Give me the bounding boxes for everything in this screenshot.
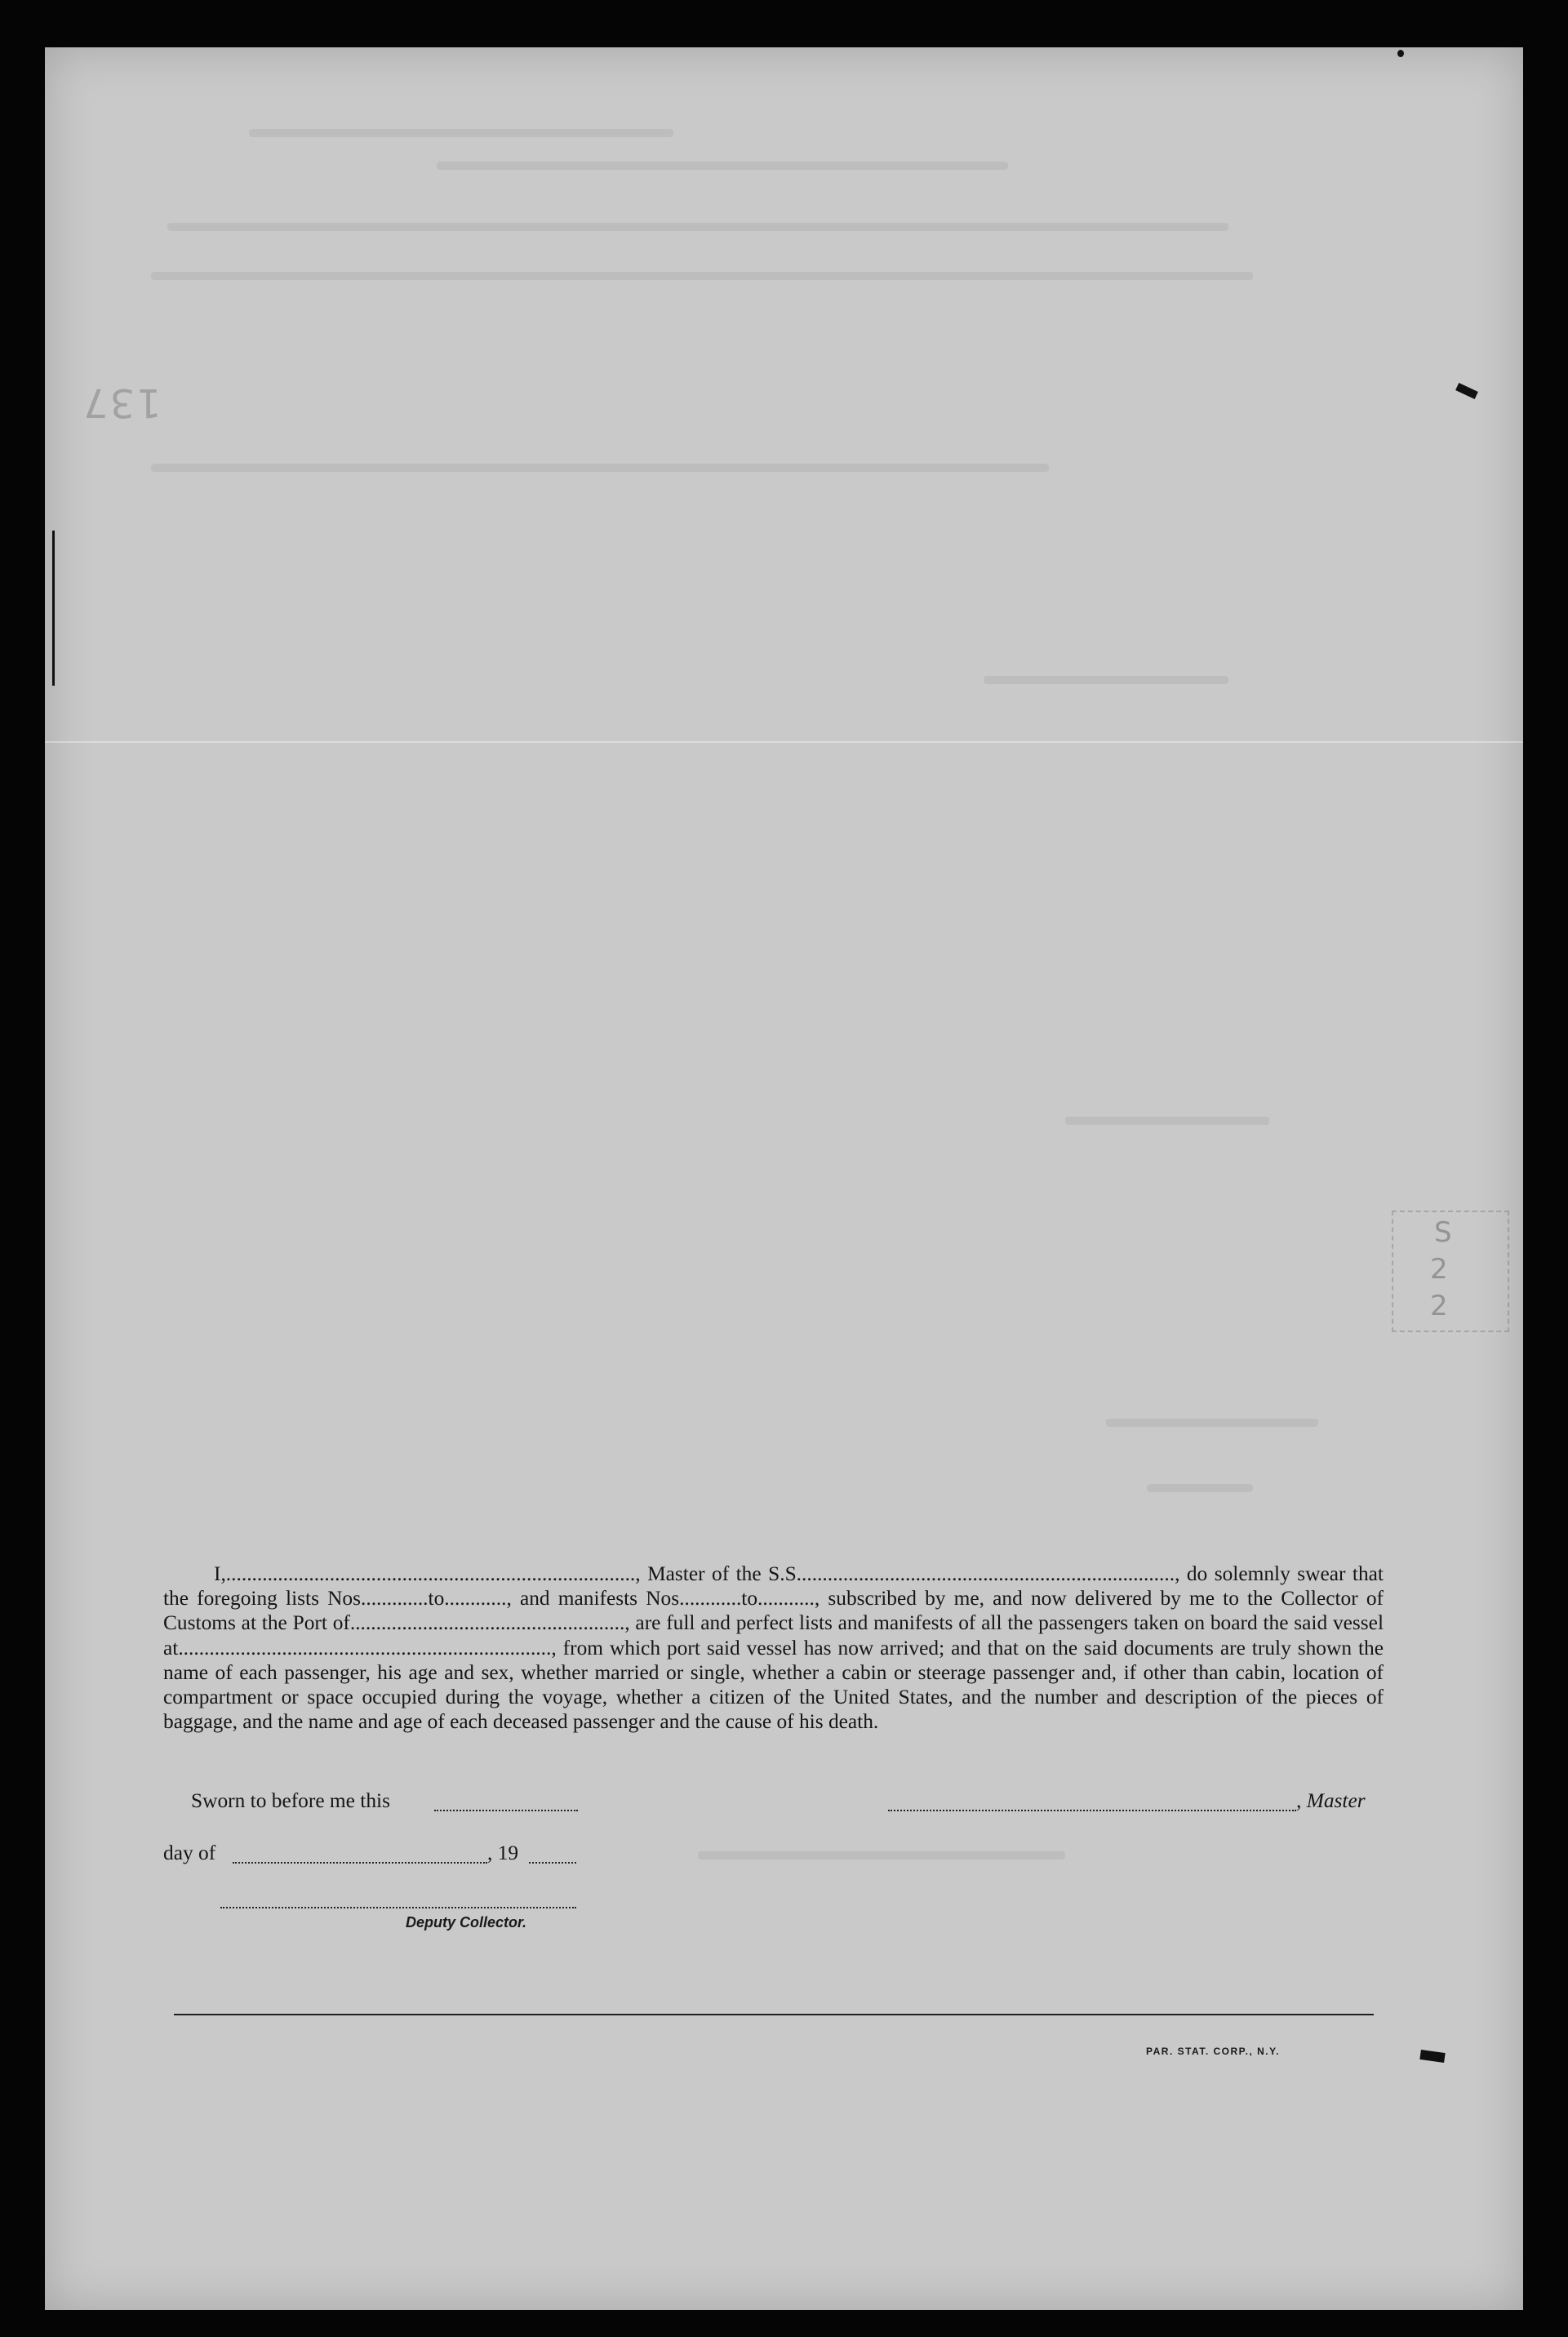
bleed-through — [151, 464, 1049, 472]
oath-paragraph — [163, 1562, 1384, 1734]
bleed-through — [1106, 1419, 1318, 1427]
fold-line — [45, 741, 1523, 743]
bleed-through — [151, 272, 1253, 280]
sworn-label: Sworn to before me this — [191, 1789, 390, 1812]
folio-number: 137 — [82, 380, 162, 425]
year-label: , 19 — [487, 1842, 519, 1864]
bleed-through — [1065, 1117, 1269, 1125]
deputy-collector-label: Deputy Collector. — [406, 1914, 527, 1930]
scan-mark — [1397, 50, 1404, 57]
printer-imprint: PAR. STAT. CORP., N.Y. — [1146, 2046, 1281, 2057]
scan-mark — [52, 531, 55, 686]
bleed-through — [437, 162, 1008, 170]
bleed-through — [167, 223, 1228, 231]
footer-rule — [174, 2014, 1374, 2015]
sworn-date-field[interactable] — [434, 1810, 578, 1811]
master-signature-field[interactable] — [888, 1810, 1296, 1811]
bleed-through — [698, 1851, 1065, 1859]
day-month-field[interactable] — [233, 1862, 487, 1864]
bleed-through — [984, 676, 1228, 684]
faint-stamp: S 2 2 — [1392, 1211, 1509, 1332]
master-label: , Master — [1296, 1789, 1366, 1812]
year-field[interactable] — [529, 1862, 576, 1864]
day-of-label: day of — [163, 1842, 216, 1864]
bleed-through — [1147, 1484, 1253, 1492]
form-sheet — [45, 47, 1523, 2310]
oath-text: I,..............................................................................., Master of the S.S........................................................................., do solemnly swear that the foregoing lists Nos.............to............, and manifests Nos............to..........., subscribed by me, and now delivered by me to the Collector of Customs at the Port of....................................................., are full and perfect lists and manifests of all the passengers taken on board the said vessel at........................................................................, from which port said vessel has now arrived; and that on the said documents are truly shown the name of each passenger, his age and sex, whether married or single, whether a cabin or steerage passenger and, if other than cabin, location of compartment or space occupied during the voyage, whether a citizen of the United States, and the number and description of the pieces of baggage, and the name and age of each deceased passenger and the cause of his death. — [163, 1562, 1384, 1734]
deputy-collector-signature-field[interactable] — [220, 1907, 576, 1908]
bleed-through — [249, 129, 673, 137]
